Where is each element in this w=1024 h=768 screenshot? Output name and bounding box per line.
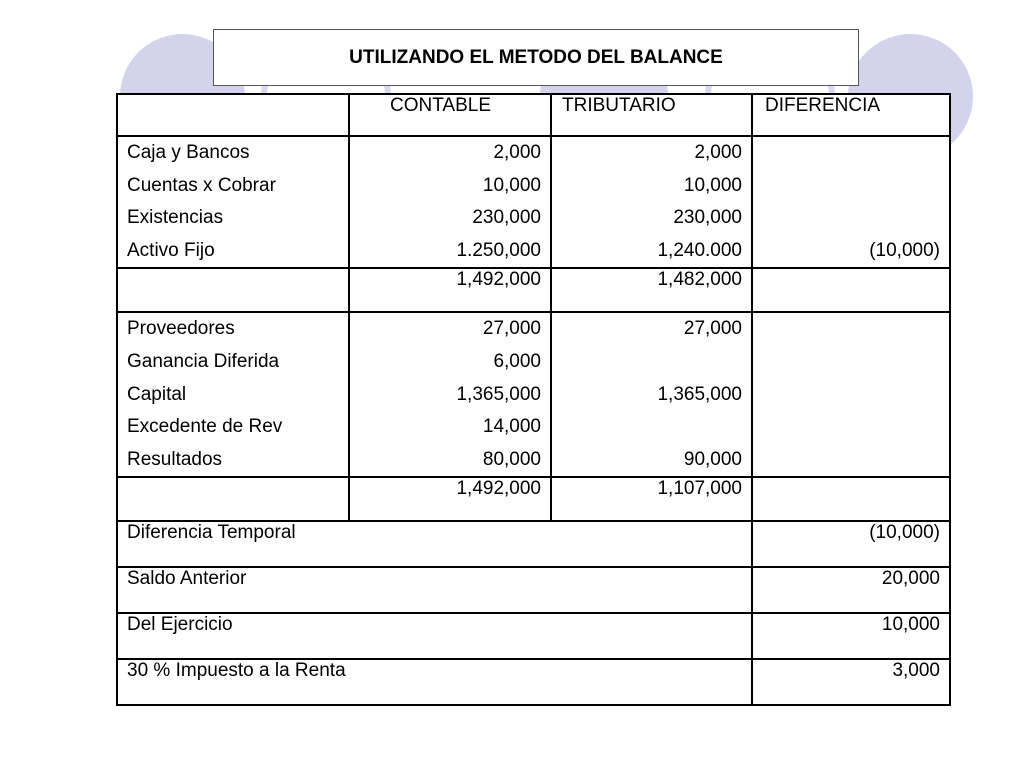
asset-diferencia: (10,000) <box>869 239 940 261</box>
liabilities-total-contable: 1,492,000 <box>349 477 551 521</box>
liability-tributario <box>561 411 742 444</box>
liability-tributario <box>561 346 742 379</box>
asset-tributario: 230,000 <box>673 207 742 229</box>
liabilities-total-diferencia <box>752 477 950 521</box>
title-text: UTILIZANDO EL METODO DEL BALANCE <box>349 46 723 68</box>
assets-total-label <box>117 268 349 312</box>
page-title <box>213 29 859 86</box>
assets-total-contable: 1,492,000 <box>349 268 551 312</box>
asset-tributario: 2,000 <box>694 142 742 163</box>
liabilities-diferencia <box>752 312 950 477</box>
asset-label: Caja y Bancos <box>127 142 250 163</box>
liabilities-total-row <box>117 477 950 521</box>
asset-label: Existencias <box>127 207 224 229</box>
asset-contable: 10,000 <box>482 174 541 196</box>
asset-contable: 230,000 <box>472 207 541 229</box>
summary-value: 10,000 <box>752 613 950 659</box>
liability-label: Proveedores <box>127 318 235 340</box>
liabilities-tributario <box>551 312 752 477</box>
liabilities-row <box>117 312 950 477</box>
asset-tributario: 10,000 <box>683 174 742 196</box>
asset-diferencia <box>762 202 940 235</box>
header-cell-diferencia: DIFERENCIA <box>752 94 950 136</box>
header-cell-tributario: TRIBUTARIO <box>551 94 752 136</box>
asset-contable: 2,000 <box>493 142 541 163</box>
liabilities-contable <box>349 312 551 477</box>
summary-label: Diferencia Temporal <box>117 521 752 567</box>
liability-contable: 27,000 <box>482 318 541 340</box>
liability-label: Excedente de Rev <box>127 416 283 438</box>
liability-contable: 1,365,000 <box>456 383 541 405</box>
asset-tributario: 1,240.000 <box>657 239 742 261</box>
liability-contable: 6,000 <box>493 350 541 372</box>
summary-label: 30 % Impuesto a la Renta <box>117 659 752 705</box>
header-row <box>117 94 950 136</box>
liability-contable: 80,000 <box>482 448 541 470</box>
header-cell-contable: CONTABLE <box>349 94 551 136</box>
asset-contable: 1.250,000 <box>456 239 541 261</box>
assets-contable <box>349 136 551 268</box>
assets-total-diferencia <box>752 268 950 312</box>
asset-diferencia <box>762 137 940 170</box>
liability-label: Ganancia Diferida <box>127 350 280 372</box>
asset-label: Activo Fijo <box>127 239 215 261</box>
liabilities-labels <box>117 312 349 477</box>
summary-row <box>117 567 950 613</box>
assets-row <box>117 136 950 268</box>
liabilities-total-tributario: 1,107,000 <box>551 477 752 521</box>
liability-label: Resultados <box>127 448 223 470</box>
summary-value: (10,000) <box>752 521 950 567</box>
summary-value: 20,000 <box>752 567 950 613</box>
asset-label: Cuentas x Cobrar <box>127 174 276 196</box>
assets-total-row <box>117 268 950 312</box>
liability-tributario: 90,000 <box>683 448 742 470</box>
liability-label: Capital <box>127 383 187 405</box>
summary-label: Saldo Anterior <box>117 567 752 613</box>
summary-row <box>117 521 950 567</box>
asset-diferencia <box>762 170 940 203</box>
liability-contable: 14,000 <box>482 416 541 438</box>
balance-table <box>116 93 951 706</box>
liabilities-total-label <box>117 477 349 521</box>
summary-row <box>117 659 950 705</box>
assets-total-tributario: 1,482,000 <box>551 268 752 312</box>
assets-tributario <box>551 136 752 268</box>
summary-value: 3,000 <box>752 659 950 705</box>
assets-labels <box>117 136 349 268</box>
liability-tributario: 1,365,000 <box>657 383 742 405</box>
summary-row <box>117 613 950 659</box>
header-cell-label <box>117 94 349 136</box>
liability-tributario: 27,000 <box>683 318 742 340</box>
assets-diferencia <box>752 136 950 268</box>
summary-label: Del Ejercicio <box>117 613 752 659</box>
